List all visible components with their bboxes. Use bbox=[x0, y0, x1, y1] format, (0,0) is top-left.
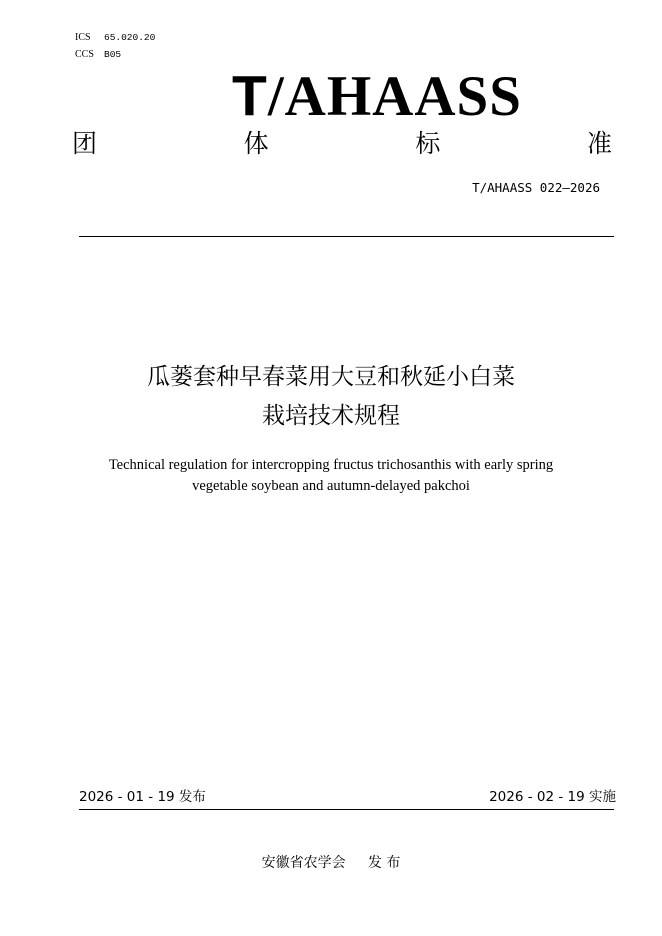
title-zh-line1: 瓜蒌套种早春菜用大豆和秋延小白菜 bbox=[147, 364, 515, 390]
ccs-value: B05 bbox=[104, 49, 122, 60]
standard-type-char: 准 bbox=[586, 129, 612, 158]
ccs-code bbox=[75, 49, 121, 61]
title-en-line2: vegetable soybean and autumn-delayed pakchoi bbox=[192, 478, 470, 494]
standard-type-heading bbox=[72, 127, 612, 161]
issue-date: 2026 - 01 - 19 发布 bbox=[79, 789, 206, 805]
org-mark-prefix: T bbox=[232, 64, 268, 128]
ics-code bbox=[75, 32, 155, 44]
title-en-line1: Technical regulation for intercropping fructus trichosanthis with early spring bbox=[108, 457, 554, 473]
org-mark-name: AHAASS bbox=[284, 65, 522, 128]
publisher: 安徽省农学会 发 布 bbox=[261, 855, 401, 871]
header-divider bbox=[79, 236, 614, 237]
implementation-date: 2026 - 02 - 19 实施 bbox=[489, 789, 616, 805]
organization-mark bbox=[232, 66, 582, 127]
standard-number: T/AHAASS 022—2026 bbox=[472, 180, 600, 195]
standard-type-char: 标 bbox=[415, 129, 441, 158]
standard-type-char: 体 bbox=[243, 129, 269, 158]
ics-label: ICS bbox=[75, 32, 91, 43]
ics-value: 65.020.20 bbox=[104, 32, 156, 43]
ccs-label: CCS bbox=[75, 49, 94, 60]
org-mark-slash: / bbox=[267, 65, 285, 128]
footer-divider bbox=[79, 809, 614, 810]
title-zh-line2: 栽培技术规程 bbox=[262, 403, 400, 429]
standard-type-char: 团 bbox=[72, 129, 98, 158]
